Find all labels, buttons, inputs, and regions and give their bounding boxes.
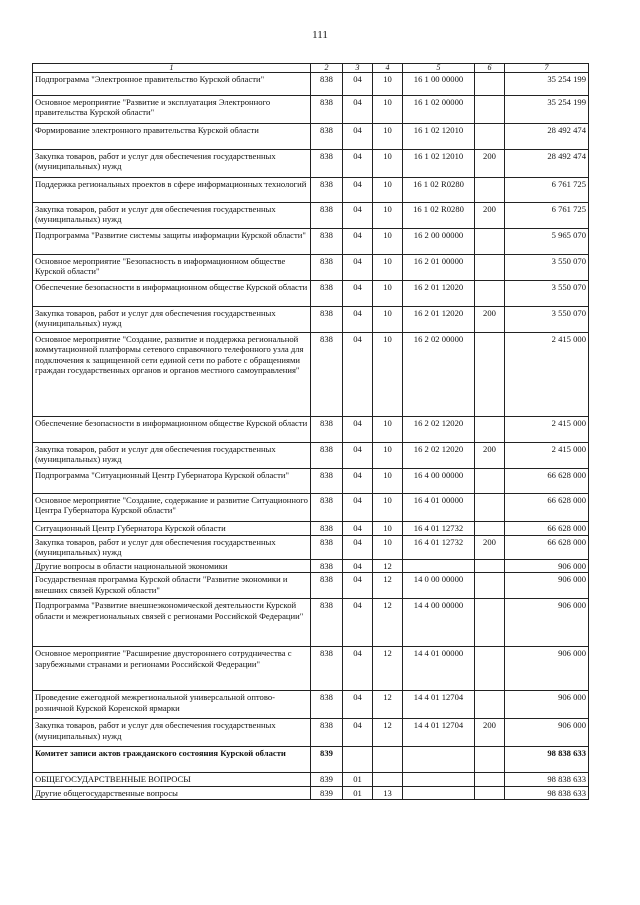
target-article-code: 16 4 00 00000 <box>403 469 475 494</box>
column-number: 1 <box>33 64 311 73</box>
amount: 2 415 000 <box>505 417 589 443</box>
subsection-code: 10 <box>373 150 403 178</box>
amount: 3 550 070 <box>505 281 589 307</box>
section-code: 04 <box>343 203 373 229</box>
section-code: 04 <box>343 333 373 417</box>
section-code: 04 <box>343 124 373 150</box>
row-name: Основное мероприятие "Расширение двустороннего сотрудничества с зарубежными странами и регионами Российской Федерации" <box>33 647 311 691</box>
amount: 66 628 000 <box>505 469 589 494</box>
subsection-code: 10 <box>373 333 403 417</box>
section-code: 04 <box>343 229 373 255</box>
ved-code: 838 <box>311 96 343 124</box>
amount: 98 838 633 <box>505 786 589 799</box>
column-number: 7 <box>505 64 589 73</box>
subsection-code: 10 <box>373 443 403 469</box>
section-code: 04 <box>343 573 373 599</box>
ved-code: 838 <box>311 719 343 747</box>
amount: 3 550 070 <box>505 307 589 333</box>
page-number: 111 <box>312 29 328 41</box>
subsection-code: 10 <box>373 229 403 255</box>
ved-code: 838 <box>311 417 343 443</box>
expense-type-code: 200 <box>475 443 505 469</box>
ved-code: 838 <box>311 203 343 229</box>
amount: 35 254 199 <box>505 73 589 96</box>
ved-code: 838 <box>311 333 343 417</box>
target-article-code: 14 4 01 00000 <box>403 647 475 691</box>
expense-type-code: 200 <box>475 203 505 229</box>
table-row <box>33 281 589 307</box>
target-article-code <box>403 786 475 799</box>
section-code: 04 <box>343 417 373 443</box>
amount: 98 838 633 <box>505 747 589 773</box>
row-name: Обеспечение безопасности в информационном обществе Курской области <box>33 417 311 443</box>
amount: 906 000 <box>505 599 589 647</box>
ved-code: 839 <box>311 747 343 773</box>
expense-type-code <box>475 124 505 150</box>
row-name: Закупка товаров, работ и услуг для обеспечения государственных (муниципальных) нужд <box>33 536 311 560</box>
subsection-code: 10 <box>373 203 403 229</box>
row-name: Закупка товаров, работ и услуг для обеспечения государственных (муниципальных) нужд <box>33 307 311 333</box>
table-row <box>33 560 589 573</box>
target-article-code: 16 4 01 12732 <box>403 522 475 536</box>
row-name: Закупка товаров, работ и услуг для обеспечения государственных (муниципальных) нужд <box>33 719 311 747</box>
ved-code: 838 <box>311 73 343 96</box>
ved-code: 839 <box>311 786 343 799</box>
table-row <box>33 178 589 203</box>
target-article-code: 16 1 02 R0280 <box>403 203 475 229</box>
subsection-code: 10 <box>373 307 403 333</box>
amount: 3 550 070 <box>505 255 589 281</box>
section-code: 04 <box>343 281 373 307</box>
table-row <box>33 417 589 443</box>
table-row <box>33 691 589 719</box>
budget-table <box>32 63 589 800</box>
subsection-code: 10 <box>373 281 403 307</box>
row-name: Основное мероприятие "Создание, содержание и развитие Ситуационного Центра Губернатора Курской области" <box>33 494 311 522</box>
expense-type-code <box>475 691 505 719</box>
amount: 66 628 000 <box>505 494 589 522</box>
target-article-code: 16 2 02 12020 <box>403 417 475 443</box>
expense-type-code <box>475 747 505 773</box>
section-code: 04 <box>343 96 373 124</box>
row-name: Подпрограмма "Развитие внешнеэкономической деятельности Курской области и межрегиональных связей с регионами Российской Федерации" <box>33 599 311 647</box>
expense-type-code <box>475 494 505 522</box>
table-row <box>33 203 589 229</box>
table-row <box>33 536 589 560</box>
subsection-code: 10 <box>373 522 403 536</box>
section-code: 04 <box>343 443 373 469</box>
amount: 906 000 <box>505 573 589 599</box>
table-row <box>33 747 589 773</box>
subsection-code: 10 <box>373 255 403 281</box>
ved-code: 838 <box>311 443 343 469</box>
column-number: 2 <box>311 64 343 73</box>
table-row <box>33 124 589 150</box>
subsection-code: 10 <box>373 178 403 203</box>
expense-type-code: 200 <box>475 307 505 333</box>
target-article-code: 14 4 00 00000 <box>403 599 475 647</box>
section-code: 04 <box>343 255 373 281</box>
ved-code: 838 <box>311 691 343 719</box>
row-name: Формирование электронного правительства Курской области <box>33 124 311 150</box>
table-row <box>33 522 589 536</box>
row-name: Государственная программа Курской области "Развитие экономики и внешних связей Курской области" <box>33 573 311 599</box>
ved-code: 838 <box>311 494 343 522</box>
subsection-code: 13 <box>373 786 403 799</box>
ved-code: 838 <box>311 281 343 307</box>
ved-code: 838 <box>311 469 343 494</box>
ved-code: 838 <box>311 178 343 203</box>
amount: 98 838 633 <box>505 773 589 786</box>
ved-code: 838 <box>311 536 343 560</box>
subsection-code: 10 <box>373 494 403 522</box>
target-article-code: 16 2 02 00000 <box>403 333 475 417</box>
ved-code: 838 <box>311 560 343 573</box>
amount: 2 415 000 <box>505 443 589 469</box>
table-row <box>33 719 589 747</box>
row-name: Основное мероприятие "Развитие и эксплуатация Электронного правительства Курской области" <box>33 96 311 124</box>
expense-type-code <box>475 647 505 691</box>
table-row <box>33 599 589 647</box>
section-code: 04 <box>343 719 373 747</box>
amount: 66 628 000 <box>505 522 589 536</box>
section-code: 04 <box>343 494 373 522</box>
ved-code: 838 <box>311 522 343 536</box>
ved-code: 838 <box>311 647 343 691</box>
target-article-code: 16 4 01 12732 <box>403 536 475 560</box>
target-article-code: 16 1 02 12010 <box>403 124 475 150</box>
table-row <box>33 494 589 522</box>
row-name: Другие вопросы в области национальной экономики <box>33 560 311 573</box>
ved-code: 838 <box>311 150 343 178</box>
subsection-code: 10 <box>373 73 403 96</box>
row-name: Закупка товаров, работ и услуг для обеспечения государственных (муниципальных) нужд <box>33 443 311 469</box>
subsection-code <box>373 773 403 786</box>
row-name: Проведение ежегодной межрегиональной универсальной оптово-розничной Курской Коренской ярмарки <box>33 691 311 719</box>
target-article-code: 16 2 01 12020 <box>403 307 475 333</box>
expense-type-code <box>475 255 505 281</box>
expense-type-code <box>475 773 505 786</box>
amount: 906 000 <box>505 719 589 747</box>
subsection-code: 12 <box>373 560 403 573</box>
subsection-code <box>373 747 403 773</box>
expense-type-code: 200 <box>475 719 505 747</box>
amount: 28 492 474 <box>505 124 589 150</box>
row-name: Закупка товаров, работ и услуг для обеспечения государственных (муниципальных) нужд <box>33 150 311 178</box>
section-code: 04 <box>343 178 373 203</box>
row-name: Комитет записи актов гражданского состояния Курской области <box>33 747 311 773</box>
amount: 6 761 725 <box>505 203 589 229</box>
target-article-code <box>403 560 475 573</box>
amount: 28 492 474 <box>505 150 589 178</box>
ved-code: 838 <box>311 599 343 647</box>
section-code: 04 <box>343 691 373 719</box>
section-code: 04 <box>343 307 373 333</box>
row-name: Подпрограмма "Ситуационный Центр Губернатора Курской области" <box>33 469 311 494</box>
row-name: Подпрограмма "Развитие системы защиты информации Курской области" <box>33 229 311 255</box>
subsection-code: 10 <box>373 469 403 494</box>
expense-type-code <box>475 522 505 536</box>
amount: 906 000 <box>505 691 589 719</box>
expense-type-code <box>475 417 505 443</box>
target-article-code <box>403 747 475 773</box>
table-row <box>33 333 589 417</box>
expense-type-code <box>475 229 505 255</box>
table-row <box>33 96 589 124</box>
section-code: 04 <box>343 469 373 494</box>
table-row <box>33 773 589 786</box>
table-row <box>33 307 589 333</box>
subsection-code: 10 <box>373 417 403 443</box>
table-row <box>33 150 589 178</box>
section-code: 04 <box>343 599 373 647</box>
subsection-code: 10 <box>373 96 403 124</box>
section-code <box>343 747 373 773</box>
row-name: Основное мероприятие "Создание, развитие и поддержка региональной коммутационной платформы сетевого справочного телефонного узла для подключения к защищенной сети единой сети по работе с обращениями граждан государственных органов и органов местного самоуправления" <box>33 333 311 417</box>
section-code: 01 <box>343 786 373 799</box>
amount: 66 628 000 <box>505 536 589 560</box>
target-article-code <box>403 773 475 786</box>
row-name: Закупка товаров, работ и услуг для обеспечения государственных (муниципальных) нужд <box>33 203 311 229</box>
table-row <box>33 469 589 494</box>
expense-type-code <box>475 560 505 573</box>
column-number: 6 <box>475 64 505 73</box>
target-article-code: 16 2 00 00000 <box>403 229 475 255</box>
row-name: Поддержка региональных проектов в сфере информационных технологий <box>33 178 311 203</box>
ved-code: 839 <box>311 773 343 786</box>
subsection-code: 12 <box>373 647 403 691</box>
expense-type-code <box>475 333 505 417</box>
ved-code: 838 <box>311 573 343 599</box>
table-row <box>33 255 589 281</box>
subsection-code: 12 <box>373 599 403 647</box>
amount: 5 965 070 <box>505 229 589 255</box>
target-article-code: 16 1 00 00000 <box>403 73 475 96</box>
row-name: Основное мероприятие "Безопасность в информационном обществе Курской области" <box>33 255 311 281</box>
target-article-code: 16 2 01 00000 <box>403 255 475 281</box>
column-number: 5 <box>403 64 475 73</box>
section-code: 04 <box>343 536 373 560</box>
section-code: 04 <box>343 522 373 536</box>
target-article-code: 16 4 01 00000 <box>403 494 475 522</box>
section-code: 04 <box>343 73 373 96</box>
expense-type-code <box>475 73 505 96</box>
row-name: Другие общегосударственные вопросы <box>33 786 311 799</box>
expense-type-code <box>475 573 505 599</box>
target-article-code: 16 1 02 12010 <box>403 150 475 178</box>
amount: 906 000 <box>505 647 589 691</box>
table-row <box>33 573 589 599</box>
subsection-code: 10 <box>373 124 403 150</box>
subsection-code: 12 <box>373 573 403 599</box>
ved-code: 838 <box>311 229 343 255</box>
column-number: 3 <box>343 64 373 73</box>
subsection-code: 12 <box>373 691 403 719</box>
table-row <box>33 647 589 691</box>
section-code: 01 <box>343 773 373 786</box>
row-name: ОБЩЕГОСУДАРСТВЕННЫЕ ВОПРОСЫ <box>33 773 311 786</box>
expense-type-code <box>475 599 505 647</box>
amount: 906 000 <box>505 560 589 573</box>
section-code: 04 <box>343 647 373 691</box>
expense-type-code: 200 <box>475 536 505 560</box>
subsection-code: 10 <box>373 536 403 560</box>
amount: 6 761 725 <box>505 178 589 203</box>
ved-code: 838 <box>311 255 343 281</box>
ved-code: 838 <box>311 124 343 150</box>
table-row <box>33 229 589 255</box>
expense-type-code: 200 <box>475 150 505 178</box>
expense-type-code <box>475 469 505 494</box>
expense-type-code <box>475 96 505 124</box>
subsection-code: 12 <box>373 719 403 747</box>
expense-type-code <box>475 281 505 307</box>
target-article-code: 16 1 02 00000 <box>403 96 475 124</box>
target-article-code: 14 0 00 00000 <box>403 573 475 599</box>
target-article-code: 14 4 01 12704 <box>403 719 475 747</box>
amount: 2 415 000 <box>505 333 589 417</box>
column-number-row <box>33 64 589 73</box>
amount: 35 254 199 <box>505 96 589 124</box>
target-article-code: 16 2 02 12020 <box>403 443 475 469</box>
ved-code: 838 <box>311 307 343 333</box>
table-row <box>33 786 589 799</box>
target-article-code: 16 1 02 R0280 <box>403 178 475 203</box>
row-name: Ситуационный Центр Губернатора Курской области <box>33 522 311 536</box>
expense-type-code <box>475 178 505 203</box>
target-article-code: 14 4 01 12704 <box>403 691 475 719</box>
expense-type-code <box>475 786 505 799</box>
row-name: Обеспечение безопасности в информационном обществе Курской области <box>33 281 311 307</box>
column-number: 4 <box>373 64 403 73</box>
section-code: 04 <box>343 560 373 573</box>
table-row <box>33 73 589 96</box>
target-article-code: 16 2 01 12020 <box>403 281 475 307</box>
row-name: Подпрограмма "Электронное правительство Курской области" <box>33 73 311 96</box>
section-code: 04 <box>343 150 373 178</box>
table-row <box>33 443 589 469</box>
